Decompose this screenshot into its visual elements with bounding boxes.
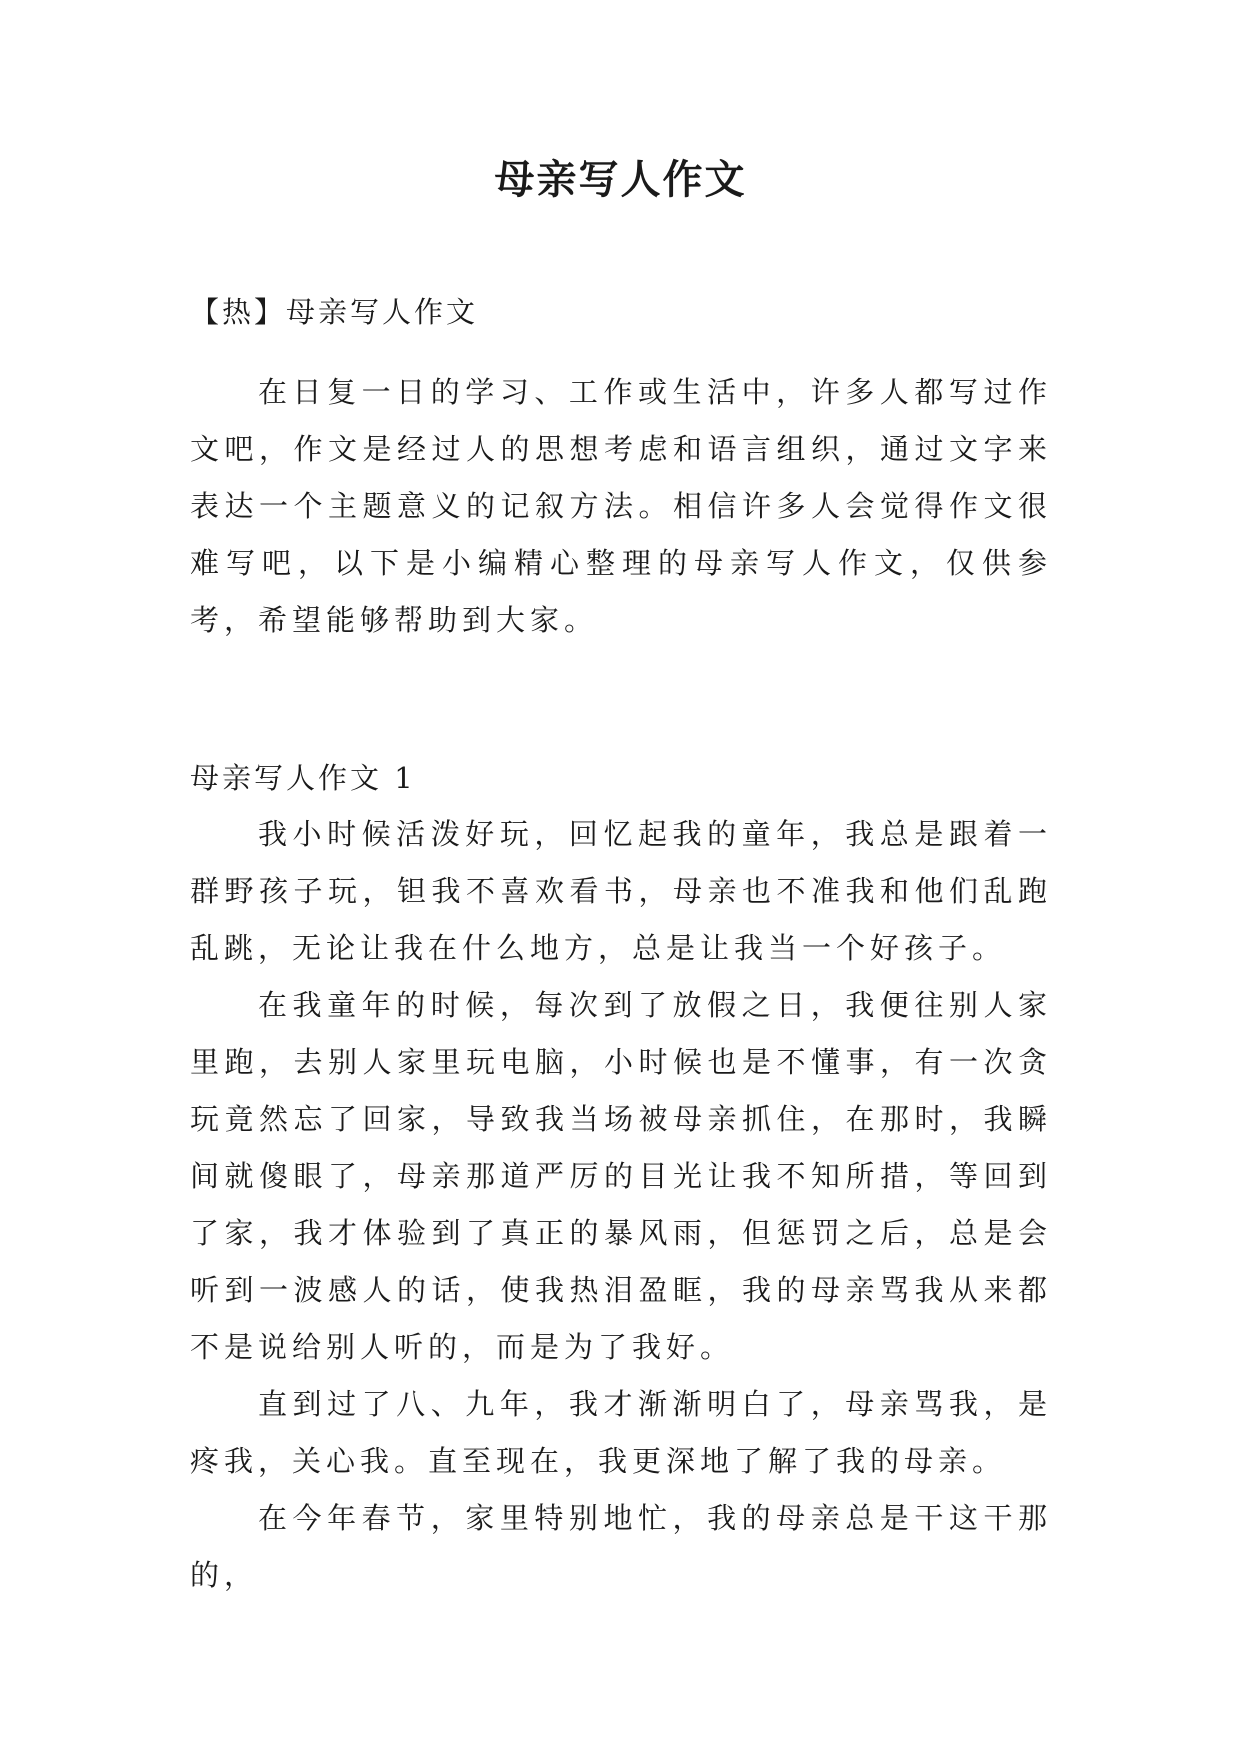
body-paragraph-2: 在我童年的时候，每次到了放假之日，我便往别人家里跑，去别人家里玩电脑，小时候也是不懂事，有一次贪玩竟然忘了回家，导致我当场被母亲抓住，在那时，我瞬间就傻眼了，母亲那道严厉的目光让我不知所措，等回到了家，我才体验到了真正的暴风雨，但惩罚之后，总是会听到一波感人的话，使我热泪盈眶，我的母亲骂我从来都不是说给别人听的，而是为了我好。 xyxy=(190,988,1052,1364)
intro-paragraph: 在日复一日的学习、工作或生活中，许多人都写过作文吧，作文是经过人的思想考虑和语言组织，通过文字来表达一个主题意义的记叙方法。相信许多人会觉得作文很难写吧，以下是小编精心整理的母亲写人作文，仅供参考，希望能够帮助到大家。 xyxy=(190,375,1052,637)
section-heading: 母亲写人作文 1 xyxy=(190,761,416,795)
body-paragraph-3: 直到过了八、九年，我才渐渐明白了，母亲骂我，是疼我，关心我。直至现在，我更深地了解了我的母亲。 xyxy=(190,1387,1052,1478)
document-subtitle: 【热】母亲写人作文 xyxy=(190,295,479,329)
body-paragraph-4: 在今年春节，家里特别地忙，我的母亲总是干这干那的， xyxy=(190,1501,1052,1592)
body-paragraph-1: 我小时候活泼好玩，回忆起我的童年，我总是跟着一群野孩子玩，钽我不喜欢看书，母亲也不准我和他们乱跑乱跳，无论让我在什么地方，总是让我当一个好孩子。 xyxy=(190,817,1052,965)
document-title: 母亲写人作文 xyxy=(494,156,747,203)
